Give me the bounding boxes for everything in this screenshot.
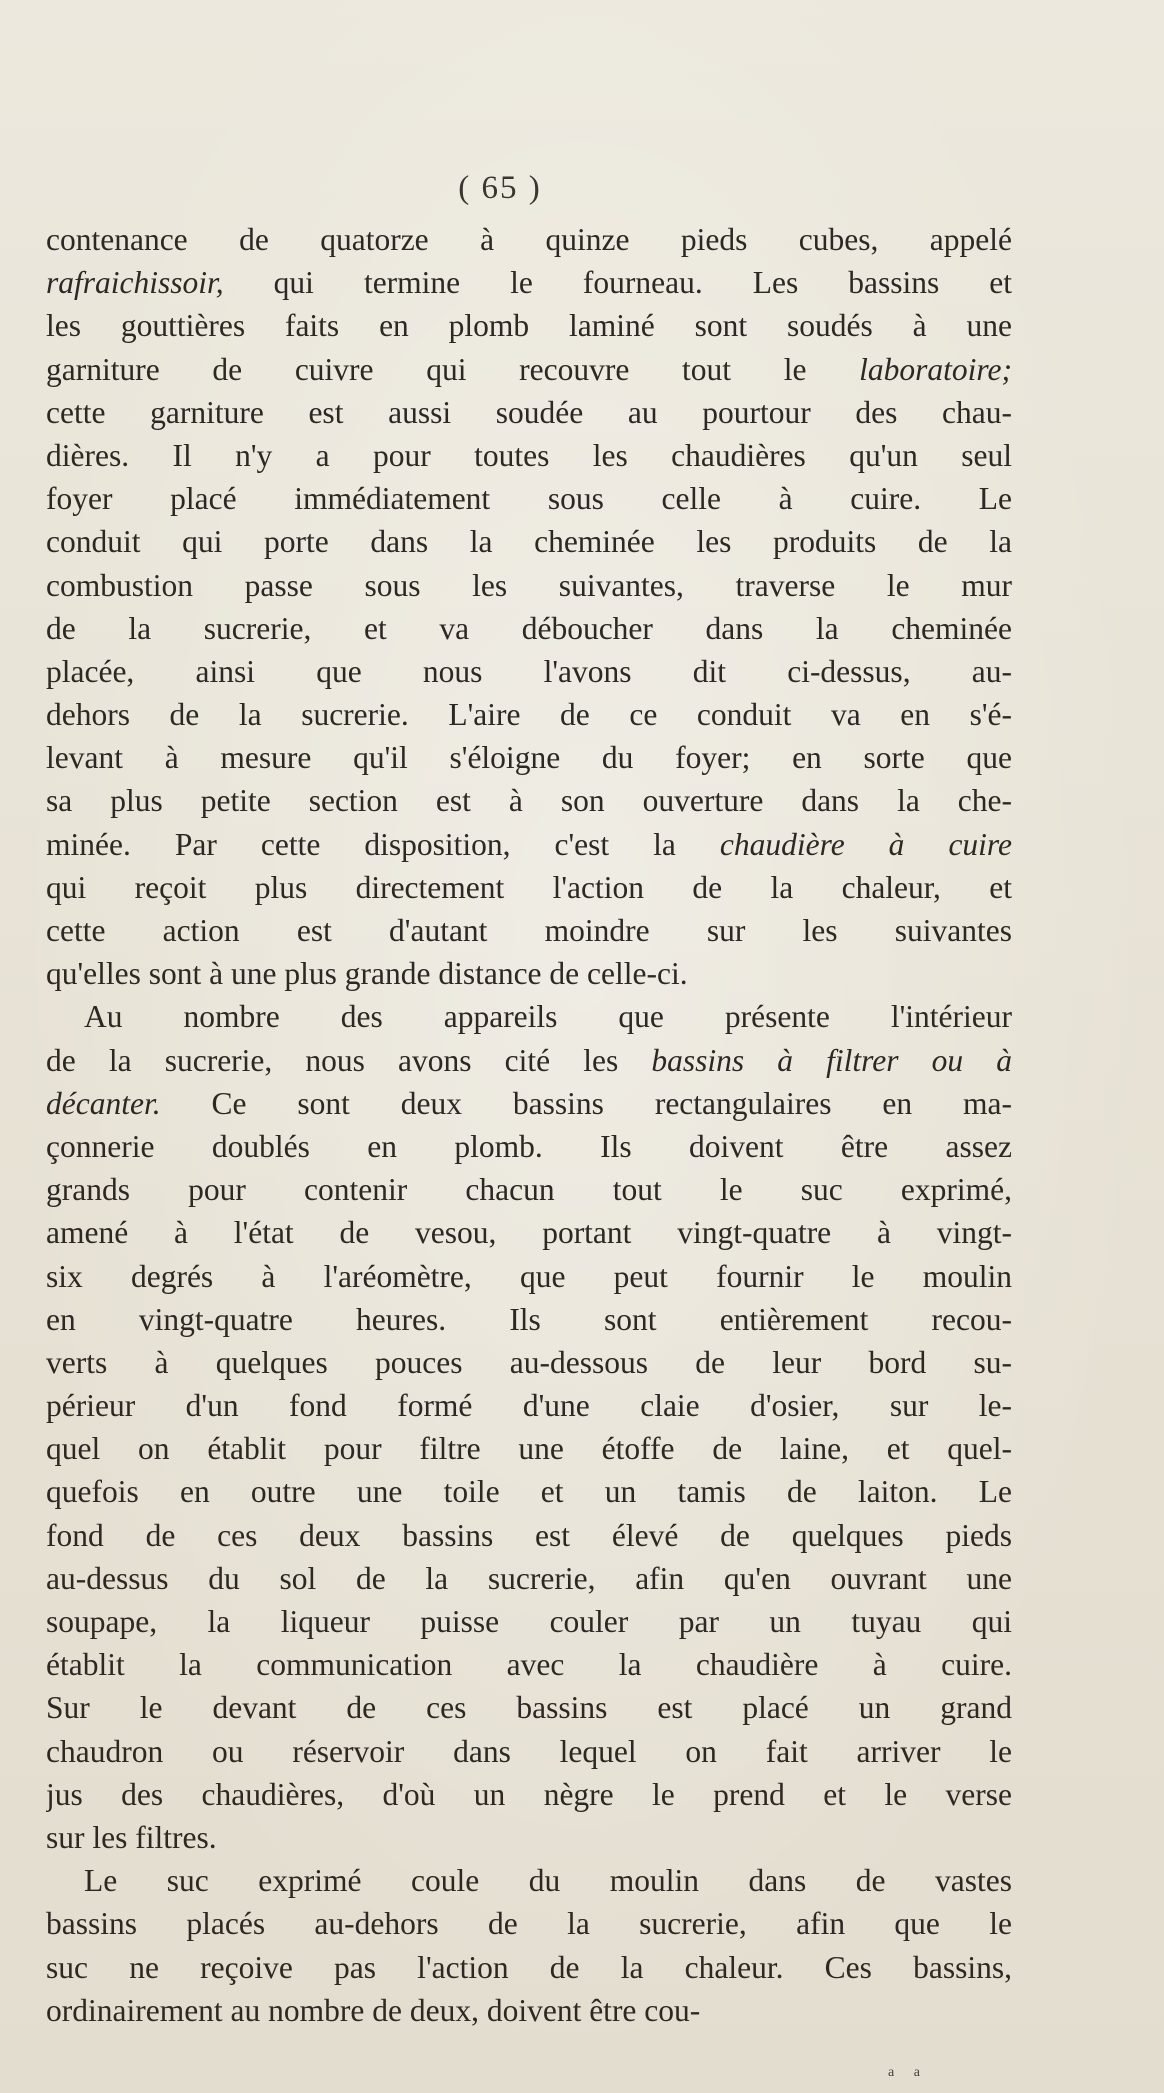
- text-segment: contenance de quatorze à quinze pieds cubes, appelé: [46, 222, 1012, 257]
- italic-text: chaudière à cuire: [719, 826, 1012, 862]
- text-line: [46, 1730, 1012, 1773]
- italic-text: décanter.: [46, 1085, 161, 1121]
- text-segment: jus des chaudières, d'où un nègre le prend et le verse: [46, 1776, 1012, 1812]
- text-segment: périeur d'un fond formé d'une claie d'osier, sur le-: [46, 1388, 1012, 1424]
- text-line: [46, 1557, 1012, 1600]
- text-segment: qu'elles sont à une plus grande distance de celle-ci.: [46, 956, 688, 992]
- text-line: [46, 1211, 1012, 1254]
- text-line: [46, 1298, 1012, 1341]
- text-line: [46, 607, 1012, 650]
- text-line: [46, 909, 1012, 952]
- text-line: [46, 1255, 1012, 1298]
- text-segment: de la sucrerie, et va déboucher dans la cheminée: [46, 610, 1012, 646]
- text-segment: Sur le devant de ces bassins est placé un grand: [46, 1690, 1012, 1726]
- text-line: [46, 1514, 1012, 1557]
- text-segment: verts à quelques pouces au-dessous de leur bord su-: [46, 1344, 1012, 1380]
- text-line: [46, 434, 1012, 477]
- text-segment: placée, ainsi que nous l'avons dit ci-dessus, au-: [46, 653, 1012, 689]
- text-line: [46, 477, 1012, 520]
- text-segment: fond de ces deux bassins est élevé de quelques pieds: [46, 1517, 1012, 1553]
- text-line: [46, 1427, 1012, 1470]
- text-segment: conduit qui porte dans la cheminée les produits de la: [46, 524, 1012, 560]
- text-segment: qui termine le fourneau. Les bassins et: [223, 265, 1012, 301]
- text-line: [46, 1902, 1012, 1945]
- text-line: [46, 1816, 1012, 1859]
- text-segment: cette action est d'autant moindre sur les suivantes: [46, 913, 1012, 948]
- text-line: [46, 736, 1012, 779]
- text-segment: foyer placé immédiatement sous celle à cuire. Le: [46, 481, 1012, 517]
- text-segment: grands pour contenir chacun tout le suc exprimé,: [46, 1172, 1012, 1208]
- text-line: [46, 1686, 1012, 1729]
- italic-text: rafraichissoir,: [46, 265, 224, 301]
- text-segment: garniture de cuivre qui recouvre tout le: [46, 351, 860, 387]
- text-segment: çonnerie doublés en plomb. Ils doivent être assez: [46, 1128, 1012, 1164]
- text-line: [46, 564, 1012, 607]
- text-segment: amené à l'état de vesou, portant vingt-quatre à vingt-: [46, 1215, 1012, 1251]
- text-segment: sur les filtres.: [46, 1819, 217, 1855]
- text-line: [46, 693, 1012, 736]
- text-line: [46, 995, 1012, 1038]
- text-line: [46, 261, 1012, 304]
- text-line: [46, 952, 1012, 995]
- italic-text: laboratoire;: [859, 351, 1012, 387]
- text-line: [46, 1773, 1012, 1816]
- text-line: [46, 1082, 1012, 1125]
- text-line: [46, 1039, 1012, 1082]
- text-segment: établit la communication avec la chaudière à cuire.: [46, 1647, 1012, 1683]
- text-line: [46, 1859, 1012, 1902]
- text-segment: bassins placés au-dehors de la sucrerie, afin que le: [46, 1906, 1012, 1942]
- text-line: [46, 520, 1012, 563]
- text-segment: ordinairement au nombre de deux, doivent être cou-: [46, 1992, 701, 2028]
- text-segment: en vingt-quatre heures. Ils sont entièrement recou-: [46, 1301, 1012, 1337]
- signature-mark: a a: [888, 2065, 928, 2080]
- text-line: [46, 650, 1012, 693]
- text-segment: Ce sont deux bassins rectangulaires en ma-: [160, 1085, 1012, 1121]
- text-line: [46, 823, 1012, 866]
- text-line: [46, 1341, 1012, 1384]
- text-segment: dières. Il n'y a pour toutes les chaudières qu'un seul: [46, 437, 1012, 473]
- text-segment: au-dessus du sol de la sucrerie, afin qu'en ouvrant une: [46, 1560, 1012, 1596]
- text-line: [46, 218, 1012, 261]
- text-line: [46, 1946, 1012, 1989]
- text-segment: cette garniture est aussi soudée au pourtour des chau-: [46, 394, 1012, 430]
- text-segment: chaudron ou réservoir dans lequel on fait arriver le: [46, 1733, 1012, 1769]
- text-segment: soupape, la liqueur puisse couler par un tuyau qui: [46, 1604, 1012, 1639]
- text-line: [46, 779, 1012, 822]
- text-segment: suc ne reçoive pas l'action de la chaleur. Ces bassins,: [46, 1949, 1012, 1985]
- text-line: [46, 348, 1012, 391]
- text-segment: Le suc exprimé coule du moulin dans de vastes: [84, 1863, 1012, 1899]
- text-segment: minée. Par cette disposition, c'est la: [46, 826, 720, 862]
- page-number: ( 65 ): [458, 170, 542, 206]
- text-segment: six degrés à l'aréomètre, que peut fournir le moulin: [46, 1258, 1012, 1294]
- text-line: [46, 391, 1012, 434]
- italic-text: bassins à filtrer ou à: [651, 1042, 1012, 1078]
- text-segment: les gouttières faits en plomb laminé sont soudés à une: [46, 308, 1012, 344]
- text-segment: qui reçoit plus directement l'action de la chaleur, et: [46, 869, 1012, 905]
- text-segment: Au nombre des appareils que présente l'intérieur: [84, 999, 1012, 1035]
- text-segment: dehors de la sucrerie. L'aire de ce conduit va en s'é-: [46, 697, 1012, 733]
- text-segment: sa plus petite section est à son ouverture dans la che-: [46, 783, 1012, 819]
- text-segment: combustion passe sous les suivantes, traverse le mur: [46, 567, 1012, 603]
- text-segment: levant à mesure qu'il s'éloigne du foyer; en sorte que: [46, 740, 1012, 776]
- text-segment: quel on établit pour filtre une étoffe de laine, et quel-: [46, 1431, 1012, 1467]
- body-text: [46, 218, 1012, 2032]
- text-segment: de la sucrerie, nous avons cité les: [46, 1042, 652, 1078]
- text-line: [46, 866, 1012, 909]
- text-line: [46, 1600, 1012, 1643]
- text-line: [46, 304, 1012, 347]
- text-line: [46, 1643, 1012, 1686]
- text-line: [46, 1125, 1012, 1168]
- text-line: [46, 1384, 1012, 1427]
- text-line: [46, 1989, 1012, 2032]
- text-line: [46, 1470, 1012, 1513]
- text-segment: quefois en outre une toile et un tamis de laiton. Le: [46, 1474, 1012, 1510]
- text-line: [46, 1168, 1012, 1211]
